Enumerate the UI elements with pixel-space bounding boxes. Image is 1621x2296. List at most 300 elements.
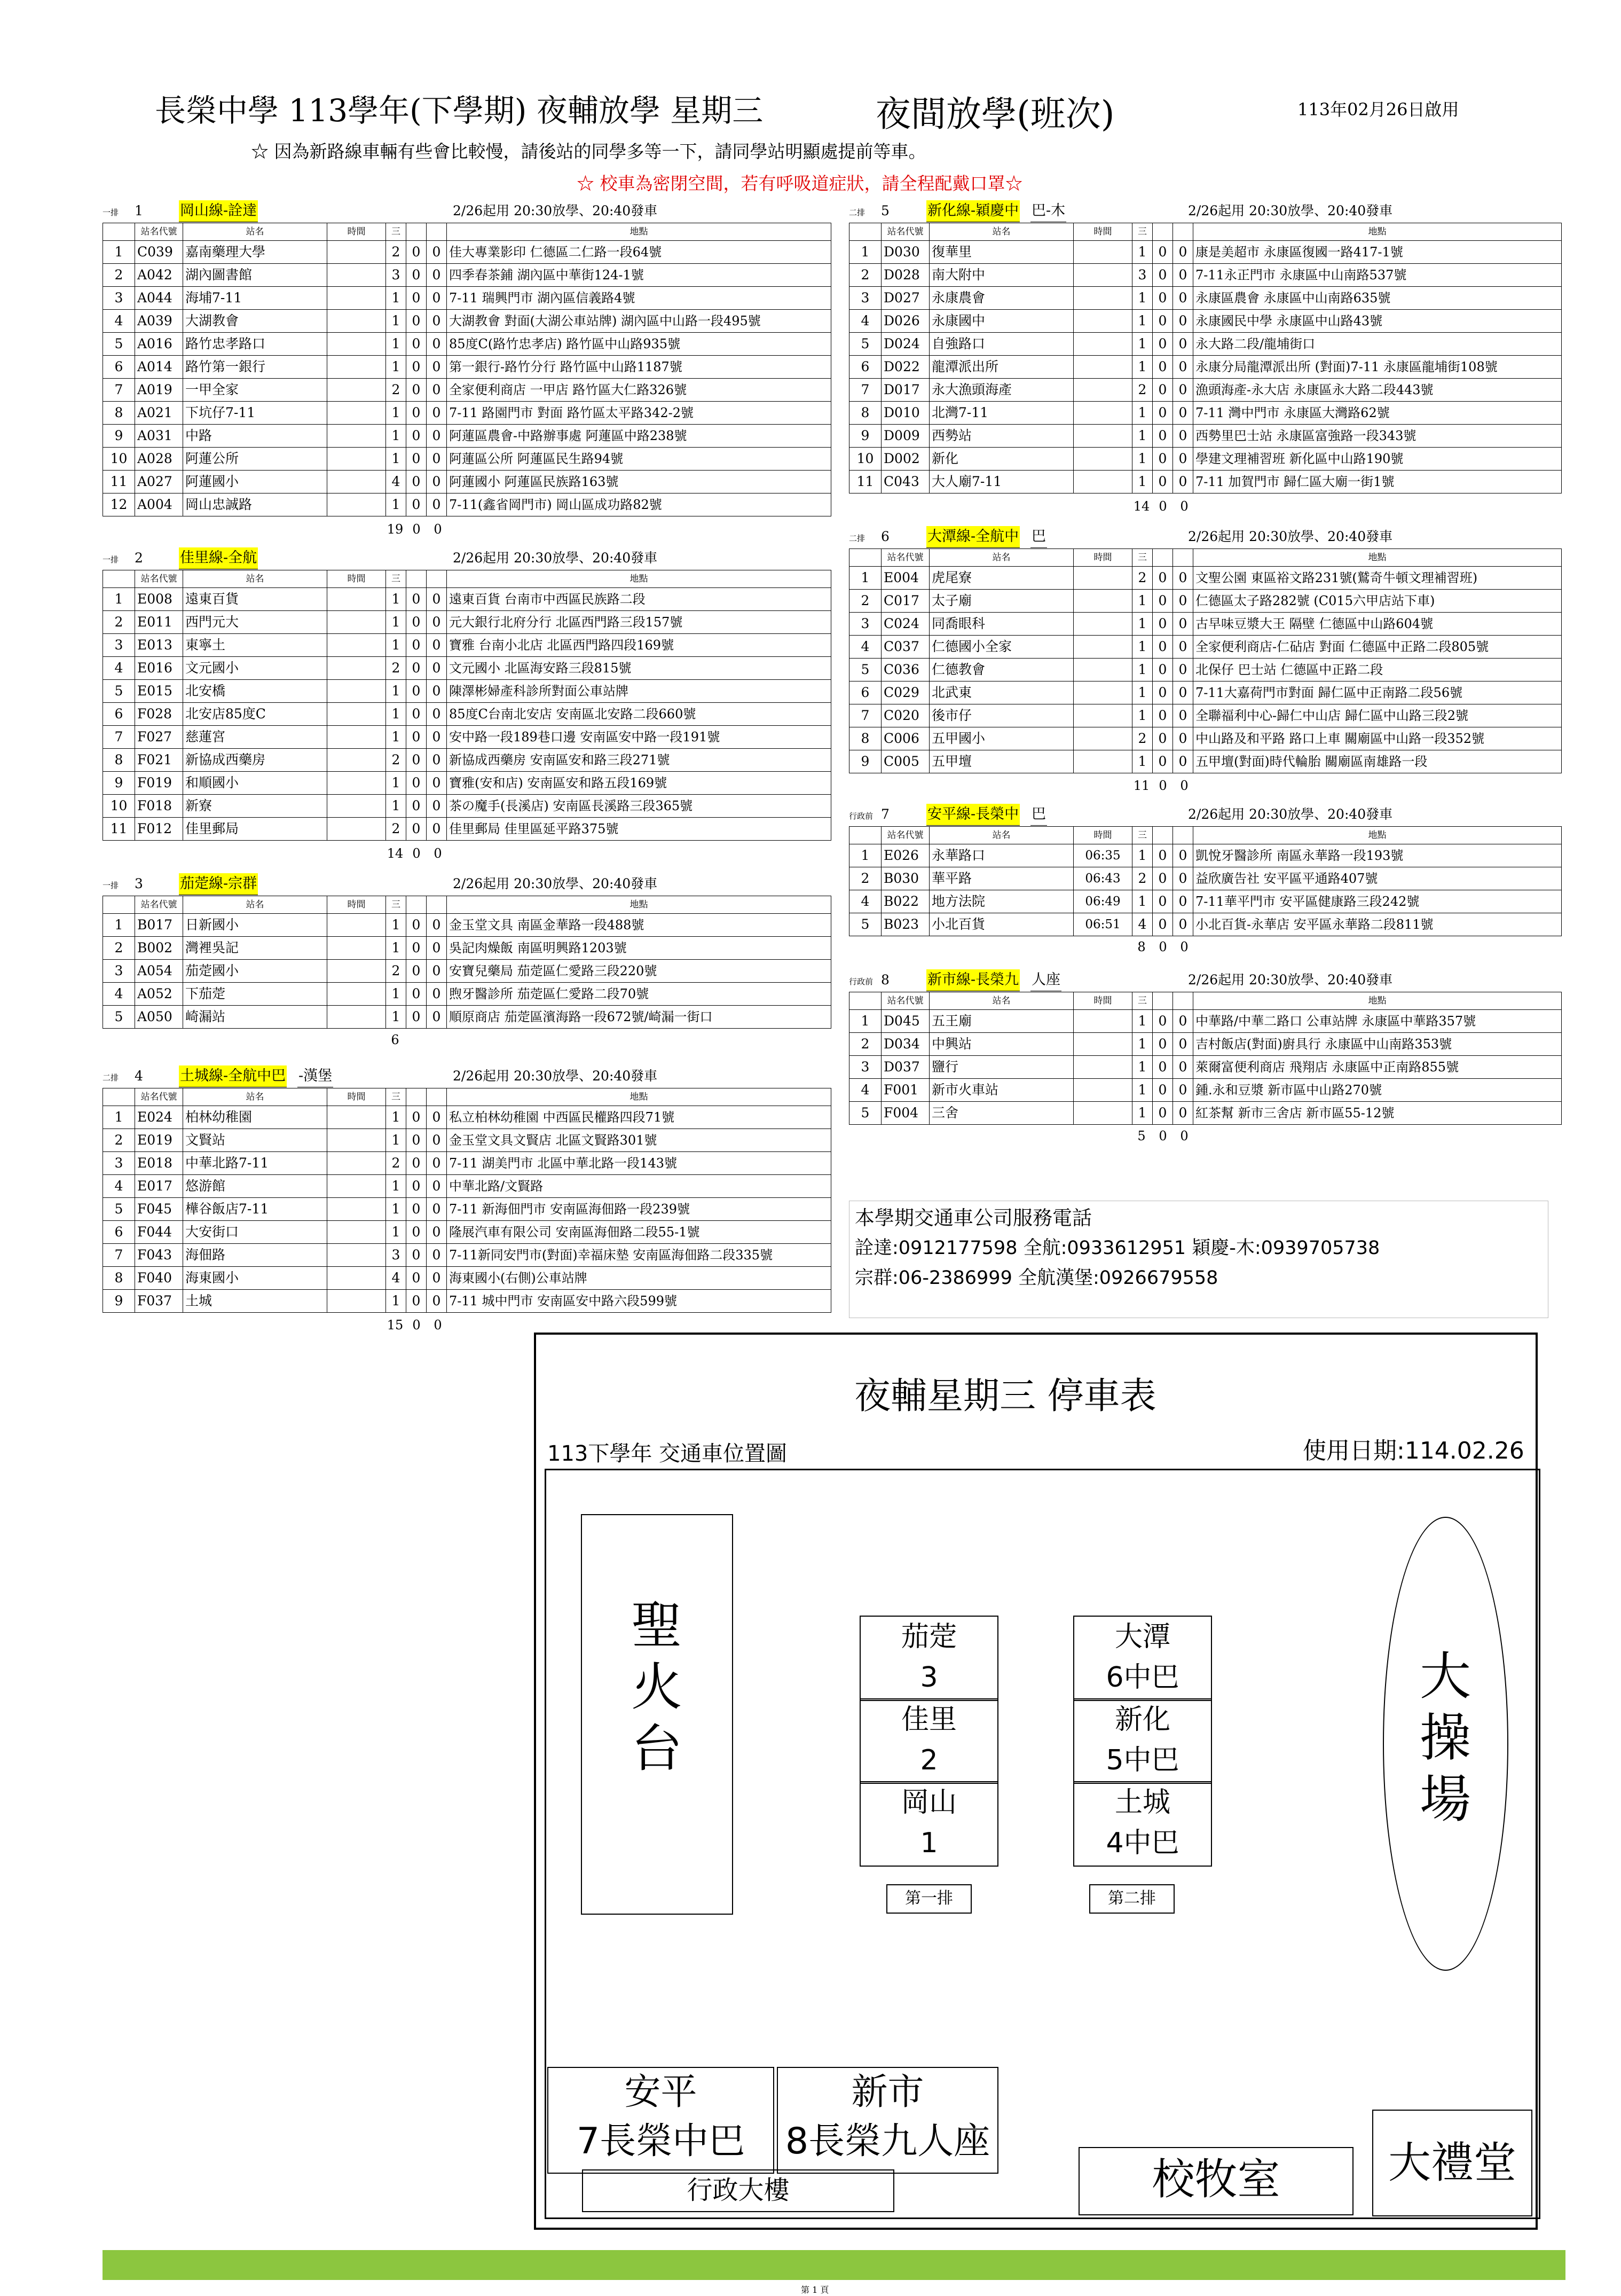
stop-count: 2 xyxy=(1132,727,1153,750)
stop-count-2: 0 xyxy=(1153,1033,1173,1056)
stop-address: 茶の魔手(長溪店) 安南區長溪路三段365號 xyxy=(447,795,831,818)
stop-code: B002 xyxy=(135,937,183,960)
route-name: 佳里線-全航 xyxy=(179,547,258,569)
stop-time xyxy=(1074,471,1132,493)
stop-time: 06:35 xyxy=(1074,844,1132,867)
stop-count: 1 xyxy=(1132,613,1153,636)
stop-count-2: 0 xyxy=(406,634,427,657)
stop-time xyxy=(1074,613,1132,636)
stop-code: B023 xyxy=(882,913,930,936)
table-row xyxy=(103,634,831,657)
stop-count-2: 0 xyxy=(1153,310,1173,333)
stop-count-3: 0 xyxy=(427,937,447,960)
stop-count: 1 xyxy=(386,634,406,657)
slot-line-1: 新化 xyxy=(1114,1704,1170,1736)
stop-name: 新市火車站 xyxy=(930,1079,1074,1102)
stop-address: 五甲壇(對面)時代輪胎 關廟區南雄路一段 xyxy=(1193,750,1562,773)
stop-code: E026 xyxy=(882,844,930,867)
stop-address: 7-11永正門市 永康區中山南路537號 xyxy=(1193,264,1562,287)
stop-time xyxy=(327,1152,386,1175)
stop-count-2: 0 xyxy=(1153,727,1173,750)
table-header-cell: 三 xyxy=(386,570,406,588)
stop-count-3: 0 xyxy=(427,241,447,264)
table-header-cell: 站名 xyxy=(183,1088,327,1106)
stop-code: B022 xyxy=(882,890,930,913)
table-header-row xyxy=(849,992,1562,1010)
stop-count: 1 xyxy=(1132,750,1153,773)
stop-count-3: 0 xyxy=(427,379,447,402)
stop-count-2: 0 xyxy=(1153,264,1173,287)
stop-name: 北武東 xyxy=(930,681,1074,704)
stop-seq: 9 xyxy=(103,772,135,795)
stop-code: F045 xyxy=(135,1198,183,1221)
map-use-date: 使用日期:114.02.26 xyxy=(1303,1437,1524,1464)
service-phone-box xyxy=(849,1201,1548,1318)
route-table xyxy=(103,1088,831,1313)
stop-address: 安寶兒藥局 茄萣區仁愛路三段220號 xyxy=(447,960,831,983)
stop-address: 中山路及和平路 路口上車 關廟區中山路一段352號 xyxy=(1193,727,1562,750)
stop-count-2: 0 xyxy=(406,1221,427,1244)
stop-seq: 6 xyxy=(849,356,882,379)
stop-count-3: 0 xyxy=(427,471,447,493)
stop-time xyxy=(1074,448,1132,471)
stop-code: E004 xyxy=(882,567,930,590)
stop-name: 仁德教會 xyxy=(930,659,1074,681)
stop-seq: 8 xyxy=(103,749,135,772)
stop-time xyxy=(1074,1010,1132,1033)
slot-line-2: 3 xyxy=(920,1662,938,1694)
table-header-cell: 站名 xyxy=(930,549,1074,567)
route-name: 安平線-長榮中 xyxy=(926,804,1020,826)
table-header-cell: 地點 xyxy=(447,1088,831,1106)
table-row xyxy=(103,1290,831,1313)
table-header-cell: 時間 xyxy=(327,570,386,588)
stop-address: 小北百貨-永華店 安平區永華路二段811號 xyxy=(1193,913,1562,936)
stop-seq: 9 xyxy=(103,1290,135,1313)
stop-count-3: 0 xyxy=(427,772,447,795)
route-name-suffix: -漢堡 xyxy=(297,1065,333,1087)
stop-count-3: 0 xyxy=(427,1175,447,1198)
stop-time: 06:43 xyxy=(1074,867,1132,890)
stop-count-2: 0 xyxy=(406,657,427,680)
stop-count-3: 0 xyxy=(427,425,447,448)
stop-code: C020 xyxy=(882,704,930,727)
stop-address: 吳記肉燥飯 南區明興路1203號 xyxy=(447,937,831,960)
torch-stage xyxy=(581,1514,733,1915)
stop-time xyxy=(327,1198,386,1221)
stop-code: C043 xyxy=(882,471,930,493)
stop-seq: 3 xyxy=(103,960,135,983)
map-subtitle: 113下學年 交通車位置圖 xyxy=(547,1441,788,1466)
table-header-cell xyxy=(427,223,447,241)
slot-line-1: 佳里 xyxy=(901,1704,957,1736)
table-row xyxy=(849,659,1562,681)
stop-seq: 4 xyxy=(103,983,135,1006)
stop-time xyxy=(327,264,386,287)
stop-count-2: 0 xyxy=(406,1175,427,1198)
stop-name: 復華里 xyxy=(930,241,1074,264)
route-total xyxy=(1131,778,1195,793)
route-time-note: 2/26起用 20:30放學、20:40發車 xyxy=(1188,972,1393,988)
table-header-cell: 時間 xyxy=(1074,549,1132,567)
table-row xyxy=(103,680,831,703)
stop-seq: 5 xyxy=(103,333,135,356)
footer-bar xyxy=(103,2250,1565,2280)
stop-count: 1 xyxy=(386,795,406,818)
route-number: 1 xyxy=(135,203,143,218)
route-time-note: 2/26起用 20:30放學、20:40發車 xyxy=(1188,806,1393,822)
table-header-row xyxy=(849,549,1562,567)
stop-time xyxy=(327,1129,386,1152)
stop-count: 1 xyxy=(1132,310,1153,333)
stop-count: 1 xyxy=(1132,402,1153,425)
table-header-cell: 站名 xyxy=(183,570,327,588)
stop-count-2: 0 xyxy=(406,1267,427,1290)
route-header xyxy=(103,547,658,569)
table-header-cell: 站名 xyxy=(930,827,1074,844)
route-header xyxy=(849,200,1393,222)
table-row xyxy=(103,611,831,634)
stop-count-2: 0 xyxy=(406,703,427,726)
stop-name: 西勢站 xyxy=(930,425,1074,448)
stop-address: 西勢里巴士站 永康區富強路一段343號 xyxy=(1193,425,1562,448)
table-header-cell: 站名代號 xyxy=(135,896,183,914)
stop-code: F004 xyxy=(882,1102,930,1125)
table-header-cell xyxy=(1173,827,1193,844)
table-header-cell: 三 xyxy=(386,223,406,241)
stop-seq: 2 xyxy=(849,867,882,890)
stop-count: 1 xyxy=(1132,448,1153,471)
stop-seq: 4 xyxy=(849,1079,882,1102)
table-header-row xyxy=(103,1088,831,1106)
stop-seq: 3 xyxy=(103,1152,135,1175)
stop-name: 路竹第一銀行 xyxy=(183,356,327,379)
stop-count-2: 0 xyxy=(1153,636,1173,659)
stop-count: 3 xyxy=(1132,264,1153,287)
stop-count: 1 xyxy=(1132,1010,1153,1033)
stop-code: D009 xyxy=(882,425,930,448)
stop-count: 1 xyxy=(386,1221,406,1244)
stop-count: 1 xyxy=(1132,333,1153,356)
stop-seq: 7 xyxy=(849,704,882,727)
total-value: 8 xyxy=(1137,939,1146,954)
stop-code: A019 xyxy=(135,379,183,402)
table-row xyxy=(849,1010,1562,1033)
stop-count-3: 0 xyxy=(427,611,447,634)
stop-count: 1 xyxy=(386,588,406,611)
stop-count-3: 0 xyxy=(1173,704,1193,727)
stop-count: 2 xyxy=(386,1152,406,1175)
table-header-cell xyxy=(406,570,427,588)
stop-seq: 4 xyxy=(849,310,882,333)
stop-count-2: 0 xyxy=(1153,448,1173,471)
stop-seq: 9 xyxy=(849,425,882,448)
stop-seq: 4 xyxy=(849,636,882,659)
stop-seq: 6 xyxy=(849,681,882,704)
stop-code: F019 xyxy=(135,772,183,795)
stop-time xyxy=(1074,264,1132,287)
route-number: 2 xyxy=(135,550,143,566)
stop-code: A021 xyxy=(135,402,183,425)
table-header-cell xyxy=(103,896,135,914)
stop-name: 五王廟 xyxy=(930,1010,1074,1033)
stop-time xyxy=(1074,1056,1132,1079)
table-header-cell xyxy=(103,1088,135,1106)
slot-line-1: 土城 xyxy=(1114,1786,1170,1819)
stop-address: 文元國小 北區海安路三段815號 xyxy=(447,657,831,680)
table-header-cell: 站名 xyxy=(183,896,327,914)
stop-count-2: 0 xyxy=(406,914,427,937)
stop-name: 永康農會 xyxy=(930,287,1074,310)
stop-address: 康是美超市 永康區復國一路417-1號 xyxy=(1193,241,1562,264)
route-number: 7 xyxy=(881,806,890,822)
table-header-cell: 站名代號 xyxy=(135,223,183,241)
stop-seq: 3 xyxy=(849,287,882,310)
stop-seq: 4 xyxy=(849,890,882,913)
table-header-cell: 三 xyxy=(1132,992,1153,1010)
route-name-suffix: 巴-木 xyxy=(1030,200,1066,222)
stop-code: D024 xyxy=(882,333,930,356)
stop-count: 1 xyxy=(386,402,406,425)
row1-bus-slot xyxy=(860,1616,998,1701)
stop-time xyxy=(327,333,386,356)
stop-time xyxy=(327,937,386,960)
table-header-cell xyxy=(849,992,882,1010)
route-header xyxy=(849,526,1393,547)
stop-seq: 9 xyxy=(103,425,135,448)
stop-name: 北灣7-11 xyxy=(930,402,1074,425)
table-header-cell xyxy=(849,549,882,567)
table-row xyxy=(103,333,831,356)
route-table xyxy=(849,223,1562,493)
stop-name: 東寧土 xyxy=(183,634,327,657)
stop-count: 4 xyxy=(386,1267,406,1290)
stop-address: 佳里郵局 佳里區延平路375號 xyxy=(447,818,831,841)
stop-address: 學建文理補習班 新化區中山路190號 xyxy=(1193,448,1562,471)
table-header-cell: 三 xyxy=(1132,223,1153,241)
table-header-cell xyxy=(1173,223,1193,241)
stop-count-3: 0 xyxy=(1173,844,1193,867)
stop-count-3: 0 xyxy=(427,795,447,818)
stop-seq: 1 xyxy=(103,914,135,937)
total-value: 0 xyxy=(1159,939,1167,954)
stop-count: 1 xyxy=(386,333,406,356)
stop-name: 北安橋 xyxy=(183,680,327,703)
stop-count-3: 0 xyxy=(427,960,447,983)
stop-code: B030 xyxy=(882,867,930,890)
table-header-cell xyxy=(427,1088,447,1106)
stop-time xyxy=(327,657,386,680)
stop-time xyxy=(327,1267,386,1290)
stop-count: 1 xyxy=(386,1290,406,1313)
stop-time xyxy=(1074,750,1132,773)
notice-1: ☆ 因為新路線車輛有些會比較慢，請後站的同學多等一下，請同學站明顯處提前等車。 xyxy=(251,141,926,162)
total-value: 15 xyxy=(387,1317,404,1333)
stop-time xyxy=(1074,333,1132,356)
stop-time xyxy=(1074,567,1132,590)
table-header-cell: 時間 xyxy=(327,896,386,914)
stop-name: 茄萣國小 xyxy=(183,960,327,983)
stop-code: A004 xyxy=(135,493,183,516)
table-header-cell: 站名 xyxy=(930,223,1074,241)
stop-address: 吉村飯店(對面)廚具行 永康區中山南路353號 xyxy=(1193,1033,1562,1056)
stop-count-2: 0 xyxy=(1153,1010,1173,1033)
stop-count-3: 0 xyxy=(427,287,447,310)
stop-count-3: 0 xyxy=(1173,333,1193,356)
row2-label: 第二排 xyxy=(1089,1884,1175,1914)
stop-count-2: 0 xyxy=(406,1244,427,1267)
table-row xyxy=(103,983,831,1006)
table-header-cell: 三 xyxy=(1132,549,1153,567)
stop-count-2: 0 xyxy=(1153,333,1173,356)
stop-name: 五甲國小 xyxy=(930,727,1074,750)
stop-count-3: 0 xyxy=(1173,471,1193,493)
xinshi-line-1: 新市 xyxy=(851,2071,924,2113)
stop-count-2: 0 xyxy=(1153,590,1173,613)
stop-count-2: 0 xyxy=(406,1152,427,1175)
stop-count-2: 0 xyxy=(1153,471,1173,493)
stop-time xyxy=(327,914,386,937)
stop-count-3: 0 xyxy=(427,264,447,287)
stop-count: 1 xyxy=(1132,890,1153,913)
route-number: 8 xyxy=(881,972,890,988)
stop-address: 7-11新同安門市(對面)幸福床墊 安南區海佃路二段335號 xyxy=(447,1244,831,1267)
stop-code: F028 xyxy=(135,703,183,726)
stop-code: C029 xyxy=(882,681,930,704)
stop-seq: 2 xyxy=(849,590,882,613)
table-row xyxy=(103,425,831,448)
stop-code: F044 xyxy=(135,1221,183,1244)
stop-seq: 7 xyxy=(103,1244,135,1267)
route-number: 3 xyxy=(135,876,143,891)
table-header-cell xyxy=(1153,992,1173,1010)
route-row-label: 一排 xyxy=(103,555,119,565)
total-value: 0 xyxy=(434,845,442,861)
stop-address: 寶雅 台南小北店 北區西門路四段169號 xyxy=(447,634,831,657)
total-value: 0 xyxy=(412,845,421,861)
stop-time xyxy=(327,680,386,703)
stop-code: F012 xyxy=(135,818,183,841)
anping-slot xyxy=(547,2067,774,2174)
stop-time xyxy=(1074,636,1132,659)
sports-field xyxy=(1383,1517,1508,1971)
stop-count: 2 xyxy=(386,749,406,772)
stop-count-2: 0 xyxy=(1153,890,1173,913)
slot-line-2: 1 xyxy=(920,1827,938,1859)
table-row xyxy=(849,310,1562,333)
stop-address: 阿蓮國小 阿蓮區民族路163號 xyxy=(447,471,831,493)
stop-name: 海佃路 xyxy=(183,1244,327,1267)
route-name: 新市線-長榮九 xyxy=(926,969,1020,991)
stop-name: 大湖教會 xyxy=(183,310,327,333)
stop-time xyxy=(1074,425,1132,448)
stop-code: D022 xyxy=(882,356,930,379)
field-label: 大 操 場 xyxy=(1420,1647,1471,1829)
stop-count-2: 0 xyxy=(1153,1079,1173,1102)
table-row xyxy=(849,241,1562,264)
table-row xyxy=(849,636,1562,659)
table-row xyxy=(103,772,831,795)
stop-count-2: 0 xyxy=(1153,402,1173,425)
stop-count-2: 0 xyxy=(406,356,427,379)
route-number: 4 xyxy=(135,1068,143,1084)
stop-name: 南大附中 xyxy=(930,264,1074,287)
admin-building: 行政大樓 xyxy=(582,2169,894,2212)
xinshi-slot xyxy=(777,2067,998,2174)
stop-time xyxy=(327,634,386,657)
stop-address: 永康國民中學 永康區中山路43號 xyxy=(1193,310,1562,333)
stop-address: 金玉堂文具文賢店 北區文賢路301號 xyxy=(447,1129,831,1152)
table-header-cell xyxy=(849,223,882,241)
table-header-cell: 站名代號 xyxy=(882,827,930,844)
stop-seq: 2 xyxy=(103,264,135,287)
stop-time xyxy=(1074,310,1132,333)
stop-seq: 9 xyxy=(849,750,882,773)
stop-count-3: 0 xyxy=(1173,590,1193,613)
table-header-cell: 站名 xyxy=(183,223,327,241)
table-header-cell: 站名代號 xyxy=(135,1088,183,1106)
stop-name: 中華北路7-11 xyxy=(183,1152,327,1175)
stop-code: A054 xyxy=(135,960,183,983)
stop-count-3: 0 xyxy=(427,680,447,703)
total-value: 0 xyxy=(412,522,421,537)
table-header-cell: 地點 xyxy=(1193,992,1562,1010)
table-header-cell: 時間 xyxy=(1074,992,1132,1010)
table-row xyxy=(849,704,1562,727)
stop-address: 85度C(路竹忠孝店) 路竹區中山路935號 xyxy=(447,333,831,356)
xinshi-line-2: 8長榮九人座 xyxy=(785,2120,990,2162)
stop-code: F037 xyxy=(135,1290,183,1313)
stop-count-2: 0 xyxy=(406,818,427,841)
stop-address: 7-11華平門市 安平區健康路三段242號 xyxy=(1193,890,1562,913)
stop-count: 2 xyxy=(386,241,406,264)
table-row xyxy=(103,379,831,402)
stop-count: 1 xyxy=(1132,590,1153,613)
anping-line-2: 7長榮中巴 xyxy=(576,2120,745,2162)
table-header-cell: 時間 xyxy=(327,223,386,241)
stop-address: 順原商店 茄萣區濱海路一段672號/崎漏一街口 xyxy=(447,1006,831,1029)
slot-line-1: 茄萣 xyxy=(901,1621,957,1653)
stop-name: 新協成西藥房 xyxy=(183,749,327,772)
stop-code: A050 xyxy=(135,1006,183,1029)
total-value: 0 xyxy=(1159,778,1167,793)
route-header xyxy=(103,873,658,895)
stop-count-2: 0 xyxy=(1153,287,1173,310)
stop-count-3: 0 xyxy=(427,1006,447,1029)
table-row xyxy=(103,914,831,937)
service-title: 本學期交通車公司服務電話 xyxy=(855,1206,1092,1229)
stop-seq: 5 xyxy=(849,659,882,681)
stop-count: 2 xyxy=(1132,567,1153,590)
stop-code: F018 xyxy=(135,795,183,818)
table-row xyxy=(849,425,1562,448)
stop-count-3: 0 xyxy=(427,402,447,425)
table-row xyxy=(103,1221,831,1244)
stop-name: 中興站 xyxy=(930,1033,1074,1056)
stop-count-3: 0 xyxy=(1173,613,1193,636)
stop-count: 1 xyxy=(1132,1033,1153,1056)
table-row xyxy=(849,750,1562,773)
table-row xyxy=(103,310,831,333)
stop-code: E008 xyxy=(135,588,183,611)
stop-address: 永康區農會 永康區中山南路635號 xyxy=(1193,287,1562,310)
route-name: 大潭線-全航中 xyxy=(926,526,1020,548)
table-header-cell xyxy=(406,1088,427,1106)
stop-name: 路竹忠孝路口 xyxy=(183,333,327,356)
stop-count-3: 0 xyxy=(427,749,447,772)
stop-address: 紅茶幫 新市三舍店 新市區55-12號 xyxy=(1193,1102,1562,1125)
table-row xyxy=(103,241,831,264)
